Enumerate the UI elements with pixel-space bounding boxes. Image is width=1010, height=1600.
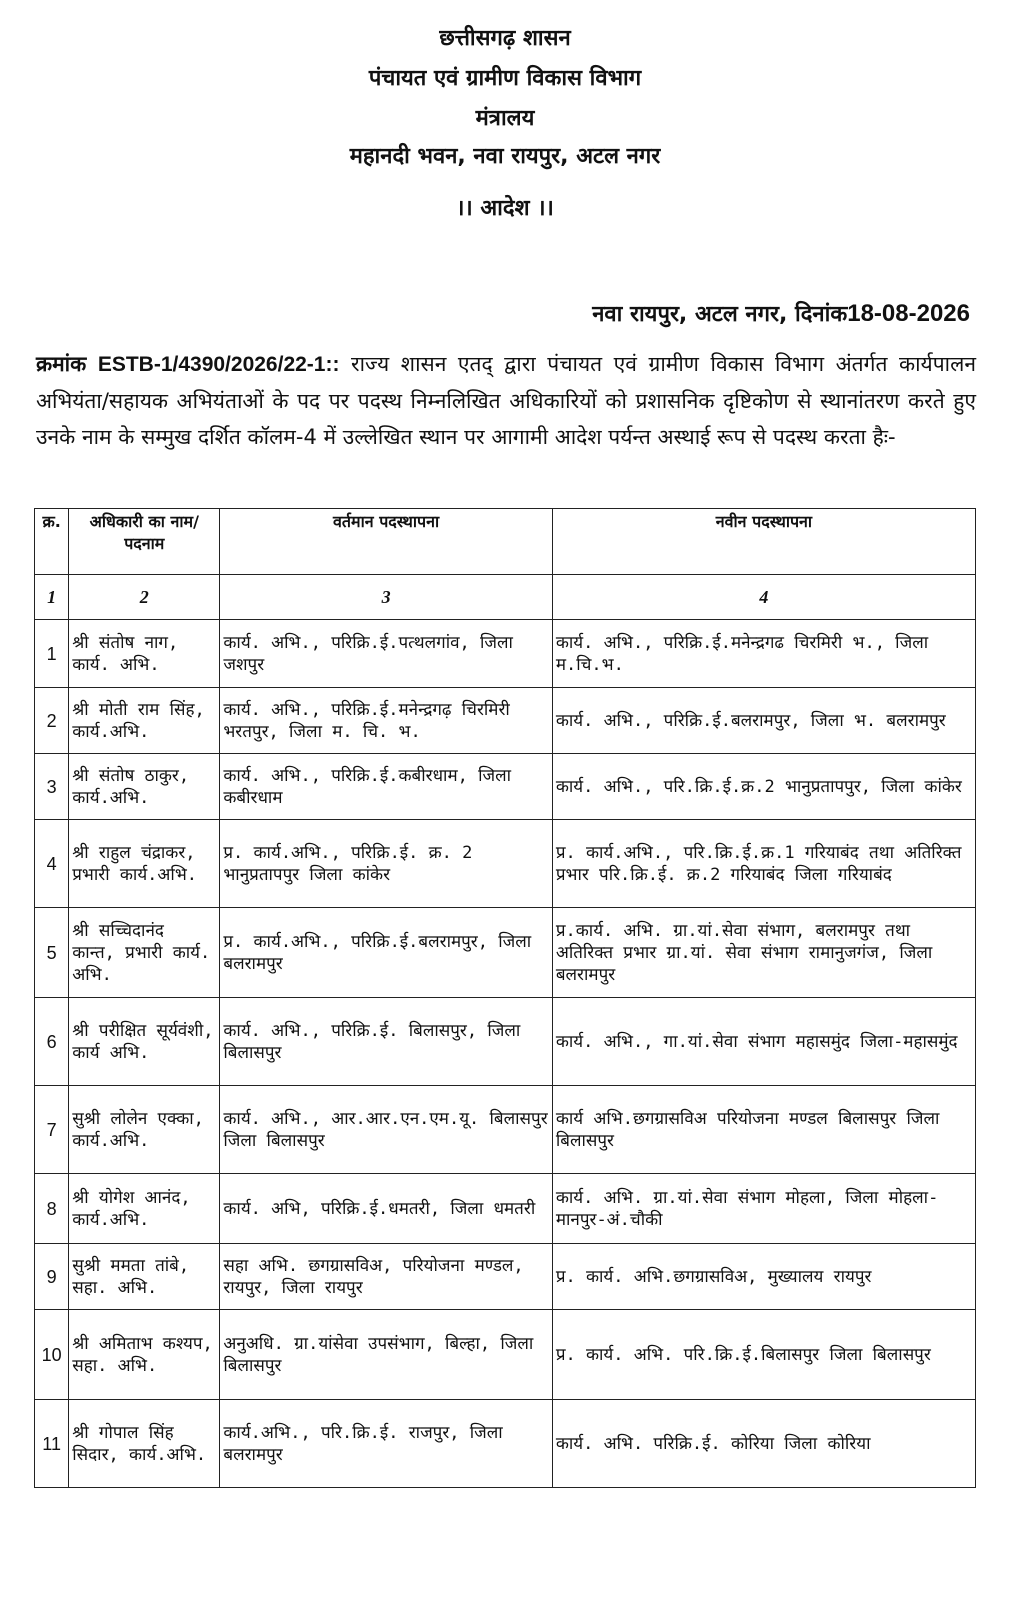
row-name: श्री संतोष ठाकुर, कार्य.अभि. <box>69 754 220 820</box>
row-new: कार्य. अभि., परिक्रि.ई.बलरामपुर, जिला भ. बलरामपुर <box>552 688 975 754</box>
col-number-2: 2 <box>69 575 220 620</box>
row-name: श्री अमिताभ कश्यप, सहा. अभि. <box>69 1310 220 1400</box>
row-new: कार्य. अभि. परिक्रि.ई. कोरिया जिला कोरिया <box>552 1400 975 1488</box>
row-name: श्री सच्चिदानंद कान्त, प्रभारी कार्य. अभि. <box>69 908 220 998</box>
row-sn: 10 <box>35 1310 69 1400</box>
row-current: कार्य. अभि., परिक्रि.ई.कबीरधाम, जिला कबीरधाम <box>220 754 552 820</box>
column-number-row <box>35 575 976 620</box>
row-name: सुश्री ममता तांबे, सहा. अभि. <box>69 1244 220 1310</box>
row-new: कार्य अभि.छगग्रासविअ परियोजना मण्डल बिलासपुर जिला बिलासपुर <box>552 1086 975 1174</box>
row-sn: 1 <box>35 620 69 688</box>
header-address: महानदी भवन, नवा रायपुर, अटल नगर <box>349 144 661 169</box>
row-sn: 5 <box>35 908 69 998</box>
transfer-table <box>34 508 976 1488</box>
row-sn: 4 <box>35 820 69 908</box>
row-current: प्र. कार्य.अभि., परिक्रि.ई.बलरामपुर, जिला बलरामपुर <box>220 908 552 998</box>
row-new: प्र. कार्य. अभि. परि.क्रि.ई.बिलासपुर जिला बिलासपुर <box>552 1310 975 1400</box>
row-new: कार्य. अभि. ग्रा.यां.सेवा संभाग मोहला, जिला मोहला-मानपुर-अं.चौकी <box>552 1174 975 1244</box>
row-current: कार्य. अभि, परिक्रि.ई.धमतरी, जिला धमतरी <box>220 1174 552 1244</box>
header-sn: क्र. <box>35 509 69 575</box>
header-ministry: मंत्रालय <box>475 106 535 131</box>
col-number-4: 4 <box>552 575 975 620</box>
header-new-posting: नवीन पदस्थापना <box>552 509 975 575</box>
row-sn: 11 <box>35 1400 69 1488</box>
row-current: कार्य. अभि., आर.आर.एन.एम.यू. बिलासपुर जिला बिलासपुर <box>220 1086 552 1174</box>
table-row <box>35 908 976 998</box>
table-header-row <box>35 509 976 575</box>
date-prefix: नवा रायपुर, अटल नगर, दिनांक <box>592 302 848 327</box>
row-new: कार्य. अभि., परिक्रि.ई.मनेन्द्रगढ चिरमिरी भ., जिला म.चि.भ. <box>552 620 975 688</box>
table-row <box>35 754 976 820</box>
row-new: प्र. कार्य.अभि., परि.क्रि.ई.क्र.1 गरियाबंद तथा अतिरिक्त प्रभार परि.क्रि.ई. क्र.2 गरियाबंद जिला गरियाबंद <box>552 820 975 908</box>
header-name: अधिकारी का नाम/पदनाम <box>69 509 220 575</box>
table-row <box>35 1174 976 1244</box>
row-sn: 8 <box>35 1174 69 1244</box>
header-current-posting: वर्तमान पदस्थापना <box>220 509 552 575</box>
order-text: राज्य शासन एतद् द्वारा पंचायत एवं ग्रामीण विकास विभाग अंतर्गत कार्यपालन अभियंता/सहायक अभियंताओं के पद पर पदस्थ निम्नलिखित अधिकारियों को प्रशासनिक दृष्टिकोण से स्थानांतरण करते हुए उनके नाम के सम्मुख दर्शित कॉलम-4 में उल्लेखित स्थान पर आगामी आदेश पर्यन्त अस्थाई रूप से पदस्थ करता हैः- <box>36 352 976 449</box>
row-sn: 9 <box>35 1244 69 1310</box>
row-current: कार्य. अभि., परिक्रि.ई.मनेन्द्रगढ़ चिरमिरी भरतपुर, जिला म. चि. भ. <box>220 688 552 754</box>
row-sn: 2 <box>35 688 69 754</box>
row-sn: 3 <box>35 754 69 820</box>
row-name: श्री योगेश आनंद, कार्य.अभि. <box>69 1174 220 1244</box>
row-sn: 7 <box>35 1086 69 1174</box>
date-line <box>592 298 970 328</box>
row-new: प्र.कार्य. अभि. ग्रा.यां.सेवा संभाग, बलरामपुर तथा अतिरिक्त प्रभार ग्रा.यां. सेवा संभाग रामानुजगंज, जिला बलरामपुर <box>552 908 975 998</box>
row-name: श्री राहुल चंद्राकर, प्रभारी कार्य.अभि. <box>69 820 220 908</box>
row-name: श्री संतोष नाग, कार्य. अभि. <box>69 620 220 688</box>
col-number-3: 3 <box>220 575 552 620</box>
row-new: कार्य. अभि., परि.क्रि.ई.क्र.2 भानुप्रतापपुर, जिला कांकेर <box>552 754 975 820</box>
table-row <box>35 620 976 688</box>
table-row <box>35 1400 976 1488</box>
row-current: प्र. कार्य.अभि., परिक्रि.ई. क्र. 2 भानुप्रतापपुर जिला कांकेर <box>220 820 552 908</box>
row-new: कार्य. अभि., गा.यां.सेवा संभाग महासमुंद जिला-महासमुंद <box>552 998 975 1086</box>
row-current: अनुअधि. ग्रा.यांसेवा उपसंभाग, बिल्हा, जिला बिलासपुर <box>220 1310 552 1400</box>
header-government: छत्तीसगढ़ शासन <box>439 26 571 51</box>
header-department: पंचायत एवं ग्रामीण विकास विभाग <box>368 66 642 91</box>
header-order-title: ।। आदेश ।। <box>456 196 554 221</box>
table-row <box>35 1244 976 1310</box>
order-ref-label: क्रमांक <box>36 353 87 376</box>
order-ref-number: ESTB-1/4390/2026/22-1:: <box>97 353 340 376</box>
row-current: कार्य.अभि., परि.क्रि.ई. राजपुर, जिला बलरामपुर <box>220 1400 552 1488</box>
row-current: सहा अभि. छगग्रासविअ, परियोजना मण्डल, रायपुर, जिला रायपुर <box>220 1244 552 1310</box>
table-row <box>35 688 976 754</box>
row-name: सुश्री लोलेन एक्का, कार्य.अभि. <box>69 1086 220 1174</box>
row-name: श्री गोपाल सिंह सिदार, कार्य.अभि. <box>69 1400 220 1488</box>
row-new: प्र. कार्य. अभि.छगग्रासविअ, मुख्यालय रायपुर <box>552 1244 975 1310</box>
row-current: कार्य. अभि., परिक्रि.ई.पत्थलगांव, जिला जशपुर <box>220 620 552 688</box>
table-row <box>35 998 976 1086</box>
row-name: श्री परीक्षित सूर्यवंशी, कार्य अभि. <box>69 998 220 1086</box>
table-row <box>35 1310 976 1400</box>
row-name: श्री मोती राम सिंह, कार्य.अभि. <box>69 688 220 754</box>
order-date: 18-08-2026 <box>847 300 970 327</box>
table-row <box>35 1086 976 1174</box>
order-paragraph <box>36 346 976 455</box>
row-sn: 6 <box>35 998 69 1086</box>
col-number-1: 1 <box>35 575 69 620</box>
row-current: कार्य. अभि., परिक्रि.ई. बिलासपुर, जिला बिलासपुर <box>220 998 552 1086</box>
table-row <box>35 820 976 908</box>
